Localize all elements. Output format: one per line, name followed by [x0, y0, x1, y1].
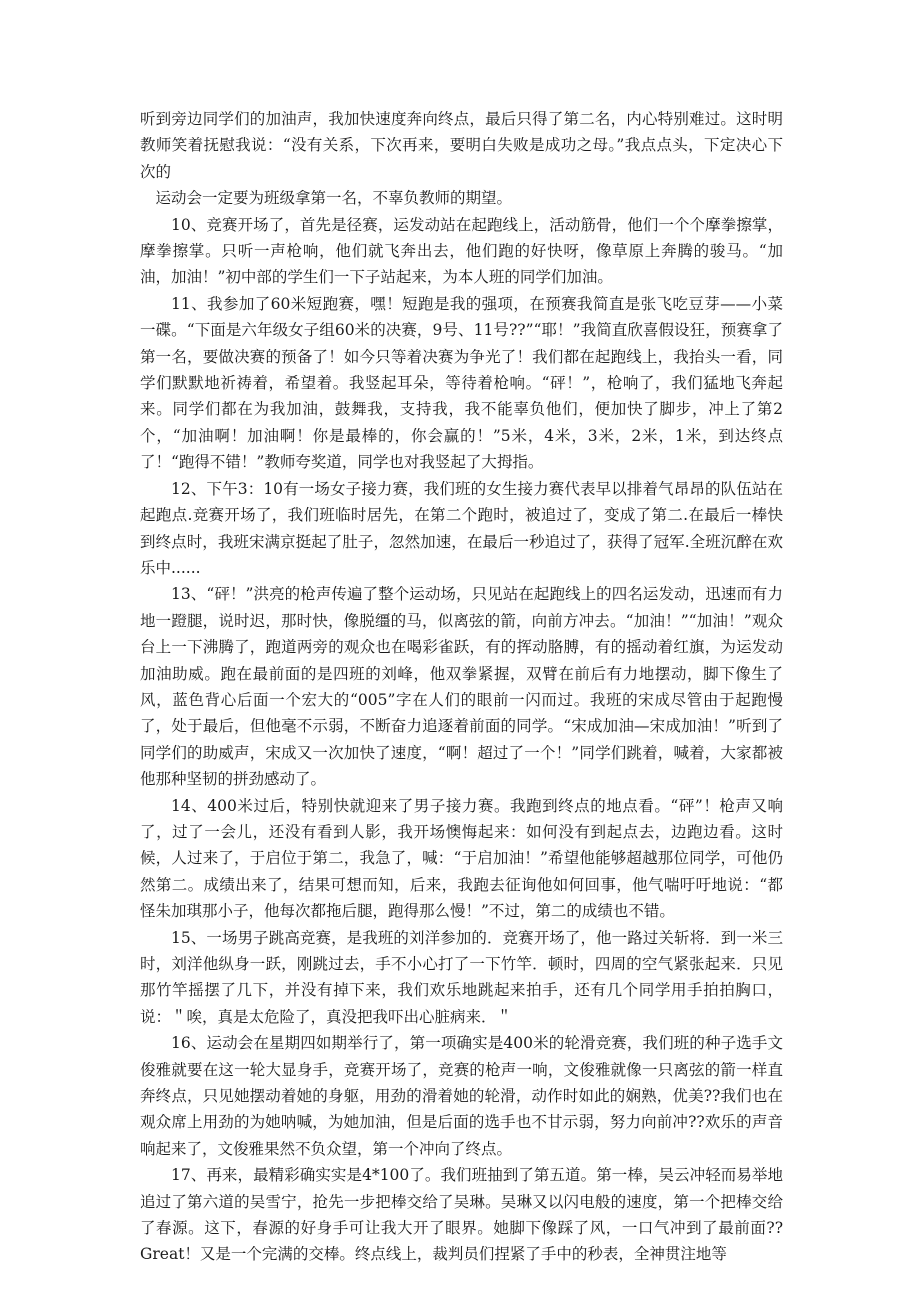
paragraph-5: 13、“砰！”洪亮的枪声传遍了整个运动场，只见站在起跑线上的四名运发动，迅速而有力地一蹬腿，说时迟，那时快，像脱缰的马，似离弦的箭，向前方冲去。“加油！”“加油！”观众台上一下沸腾了，跑道两旁的观众也在喝彩雀跃，有的挥动胳膊，有的摇动着红旗，为运发动加油助威。跑在最前面的是四班的刘峰，他双拳紧握，双臂在前后有力地摆动，脚下像生了风，蓝色背心后面一个宏大的“005”字在人们的眼前一闪而过。我班的宋成尽管由于起跑慢了，处于最后，但他毫不示弱，不断奋力追逐着前面的同学。“宋成加油—宋成加油！”听到了同学们的助威声，宋成又一次加快了速度，“啊！超过了一个！”同学们跳着，喊着，大家都被他那种坚韧的拼劲感动了。 — [140, 585, 783, 789]
paragraph-7: 15、一场男子跳高竞赛，是我班的刘洋参加的．竞赛开场了，他一路过关斩将．到一米三时，刘洋他纵身一跃，刚跳过去，手不小心打了一下竹竿．顿时，四周的空气紧张起来．只见那竹竿摇摆了几下，并没有掉下来，我们欢乐地跳起来拍手，还有几个同学用手拍拍胸口，说：＂唉，真是太危险了，真没把我吓出心脏病来．＂ — [140, 928, 783, 1026]
paragraph-4: 12、下午3：10有一场女子接力赛，我们班的女生接力赛代表早以排着气昂昂的队伍站在起跑点.竞赛开场了，我们班临时居先，在第二个跑时，被追过了，变成了第二.在最后一棒快到终点时，我班宋满京挺起了肚子，忽然加速，在最后一秒追过了，获得了冠军.全班沉醉在欢乐中...... — [140, 479, 783, 577]
paragraph-8: 16、运动会在星期四如期举行了，第一项确实是400米的轮滑竞赛，我们班的种子选手文俊雅就要在这一轮大显身手，竞赛开场了，竞赛的枪声一响，文俊雅就像一只离弦的箭一样直奔终点，只见她摆动着她的身躯，用劲的滑着她的轮滑，动作时如此的娴熟，优美??我们也在观众席上用劲的为她呐喊，为她加油，但是后面的选手也不甘示弱，努力向前冲??欢乐的声音响起来了，文俊雅果然不负众望，第一个冲向了终点。 — [140, 1034, 783, 1158]
paragraph-0: 听到旁边同学们的加油声，我加快速度奔向终点，最后只得了第二名，内心特别难过。这时明教师笑着抚慰我说：“没有关系，下次再来，要明白失败是成功之母。”我点点头，下定决心下次的 — [140, 110, 783, 181]
paragraph-3: 11、我参加了60米短跑赛，嘿！短跑是我的强项，在预赛我简直是张飞吃豆芽——小菜一碟。“下面是六年级女子组60米的决赛，9号、11号??”“耶！”我简直欣喜假设狂，预赛拿了第一名，要做决赛的预备了！如今只等着决赛为争光了！我们都在起跑线上，我抬头一看，同学们默默地祈祷着，希望着。我竖起耳朵，等待着枪响。“砰！”，枪响了，我们猛地飞奔起来。同学们都在为我加油，鼓舞我，支持我，我不能辜负他们，便加快了脚步，冲上了第2个，“加油啊！加油啊！你是最棒的，你会赢的！”5米，4米，3米，2米，1米，到达终点了！“跑得不错！”教师夸奖道，同学也对我竖起了大拇指。 — [140, 294, 783, 472]
paragraph-9: 17、再来，最精彩确实实是4*100了。我们班抽到了第五道。第一棒，吴云冲轻而易举地追过了第六道的吴雪宁，抢先一步把棒交给了吴琳。吴琳又以闪电般的速度，第一个把棒交给了春源。这下，春源的好身手可让我大开了眼界。她脚下像踩了风，一口气冲到了最前面??Great！又是一个完满的交棒。终点线上，裁判员们捏紧了手中的秒表，全神贯注地等 — [140, 1166, 783, 1264]
document-body — [140, 106, 783, 1268]
paragraph-6: 14、400米过后，特别快就迎来了男子接力赛。我跑到终点的地点看。“砰”！枪声又响了，过了一会儿，还没有看到人影，我开场懊悔起来：如何没有到起点去，边跑边看。这时候，人过来了，于启位于第二，我急了，喊：“于启加油！”希望他能够超越那位同学，可他仍然第二。成绩出来了，结果可想而知，后来，我跑去征询他如何回事，他气喘吁吁地说：“都怪朱加琪那小子，他每次都拖后腿，跑得那么慢！”不过，第二的成绩也不错。 — [140, 796, 783, 921]
paragraph-1: 运动会一定要为班级拿第一名，不辜负教师的期望。 — [155, 189, 513, 208]
paragraph-2: 10、竞赛开场了，首先是径赛，运发动站在起跑线上，活动筋骨，他们一个个摩拳擦掌，摩拳擦掌。只听一声枪响，他们就飞奔出去，他们跑的好快呀，像草原上奔腾的骏马。“加油，加油！”初中部的学生们一下子站起来，为本人班的同学们加油。 — [140, 215, 783, 287]
